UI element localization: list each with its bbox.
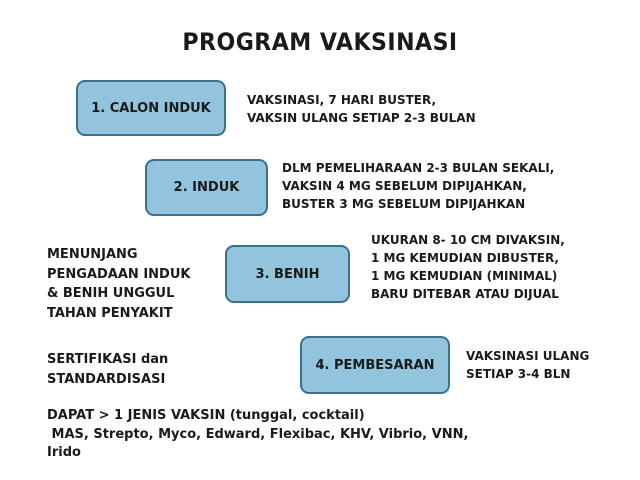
- stage-description-calon-induk: [247, 91, 476, 127]
- stage-label: 2. INDUK: [173, 180, 240, 195]
- page-title: PROGRAM VAKSINASI: [182, 28, 458, 56]
- note-line: STANDARDISASI: [47, 371, 166, 387]
- note-line: SERTIFIKASI dan: [47, 352, 169, 367]
- stage-label: 1. CALON INDUK: [91, 100, 211, 116]
- description-line: DLM PEMELIHARAAN 2-3 BULAN SEKALI,: [282, 161, 555, 175]
- description-line: VAKSIN 4 MG SEBELUM DIPIJAHKAN,: [282, 179, 527, 193]
- note-line: Irido: [47, 445, 81, 460]
- stage-label: 3. BENIH: [255, 266, 320, 282]
- stage-box-induk: [145, 159, 268, 216]
- stage-description-induk: [282, 159, 554, 213]
- description-line: 1 MG KEMUDIAN (MINIMAL): [371, 269, 558, 283]
- stage-description-benih: [371, 231, 565, 303]
- stage-box-benih: [225, 245, 350, 303]
- stage-description-pembesaran: [466, 347, 589, 383]
- description-line: BARU DITEBAR ATAU DIJUAL: [371, 287, 559, 301]
- description-line: VAKSINASI ULANG: [466, 349, 590, 363]
- stage-box-calon-induk: [76, 80, 226, 136]
- purpose-note: [47, 245, 190, 323]
- description-line: SETIAP 3-4 BLN: [466, 367, 571, 381]
- certification-note: [47, 350, 168, 389]
- description-line: BUSTER 3 MG SEBELUM DIPIJAHKAN: [282, 197, 526, 211]
- description-line: 1 MG KEMUDIAN DIBUSTER,: [371, 251, 559, 265]
- description-line: VAKSIN ULANG SETIAP 2-3 BULAN: [247, 111, 476, 125]
- note-line: DAPAT > 1 JENIS VAKSIN (tunggal, cocktail): [47, 408, 365, 423]
- note-line: & BENIH UNGGUL: [47, 286, 175, 301]
- description-line: VAKSINASI, 7 HARI BUSTER,: [247, 93, 437, 107]
- description-line: UKURAN 8- 10 CM DIVAKSIN,: [371, 233, 565, 247]
- stage-label: 4. PEMBESARAN: [315, 357, 435, 373]
- note-line: PENGADAAN INDUK: [47, 266, 191, 282]
- vaccine-types-note: [47, 407, 468, 463]
- note-line: MAS, Strepto, Myco, Edward, Flexibac, KHV, Vibrio, VNN,: [47, 426, 469, 442]
- stage-box-pembesaran: [300, 336, 450, 394]
- note-line: MENUNJANG: [47, 247, 138, 262]
- note-line: TAHAN PENYAKIT: [47, 305, 173, 321]
